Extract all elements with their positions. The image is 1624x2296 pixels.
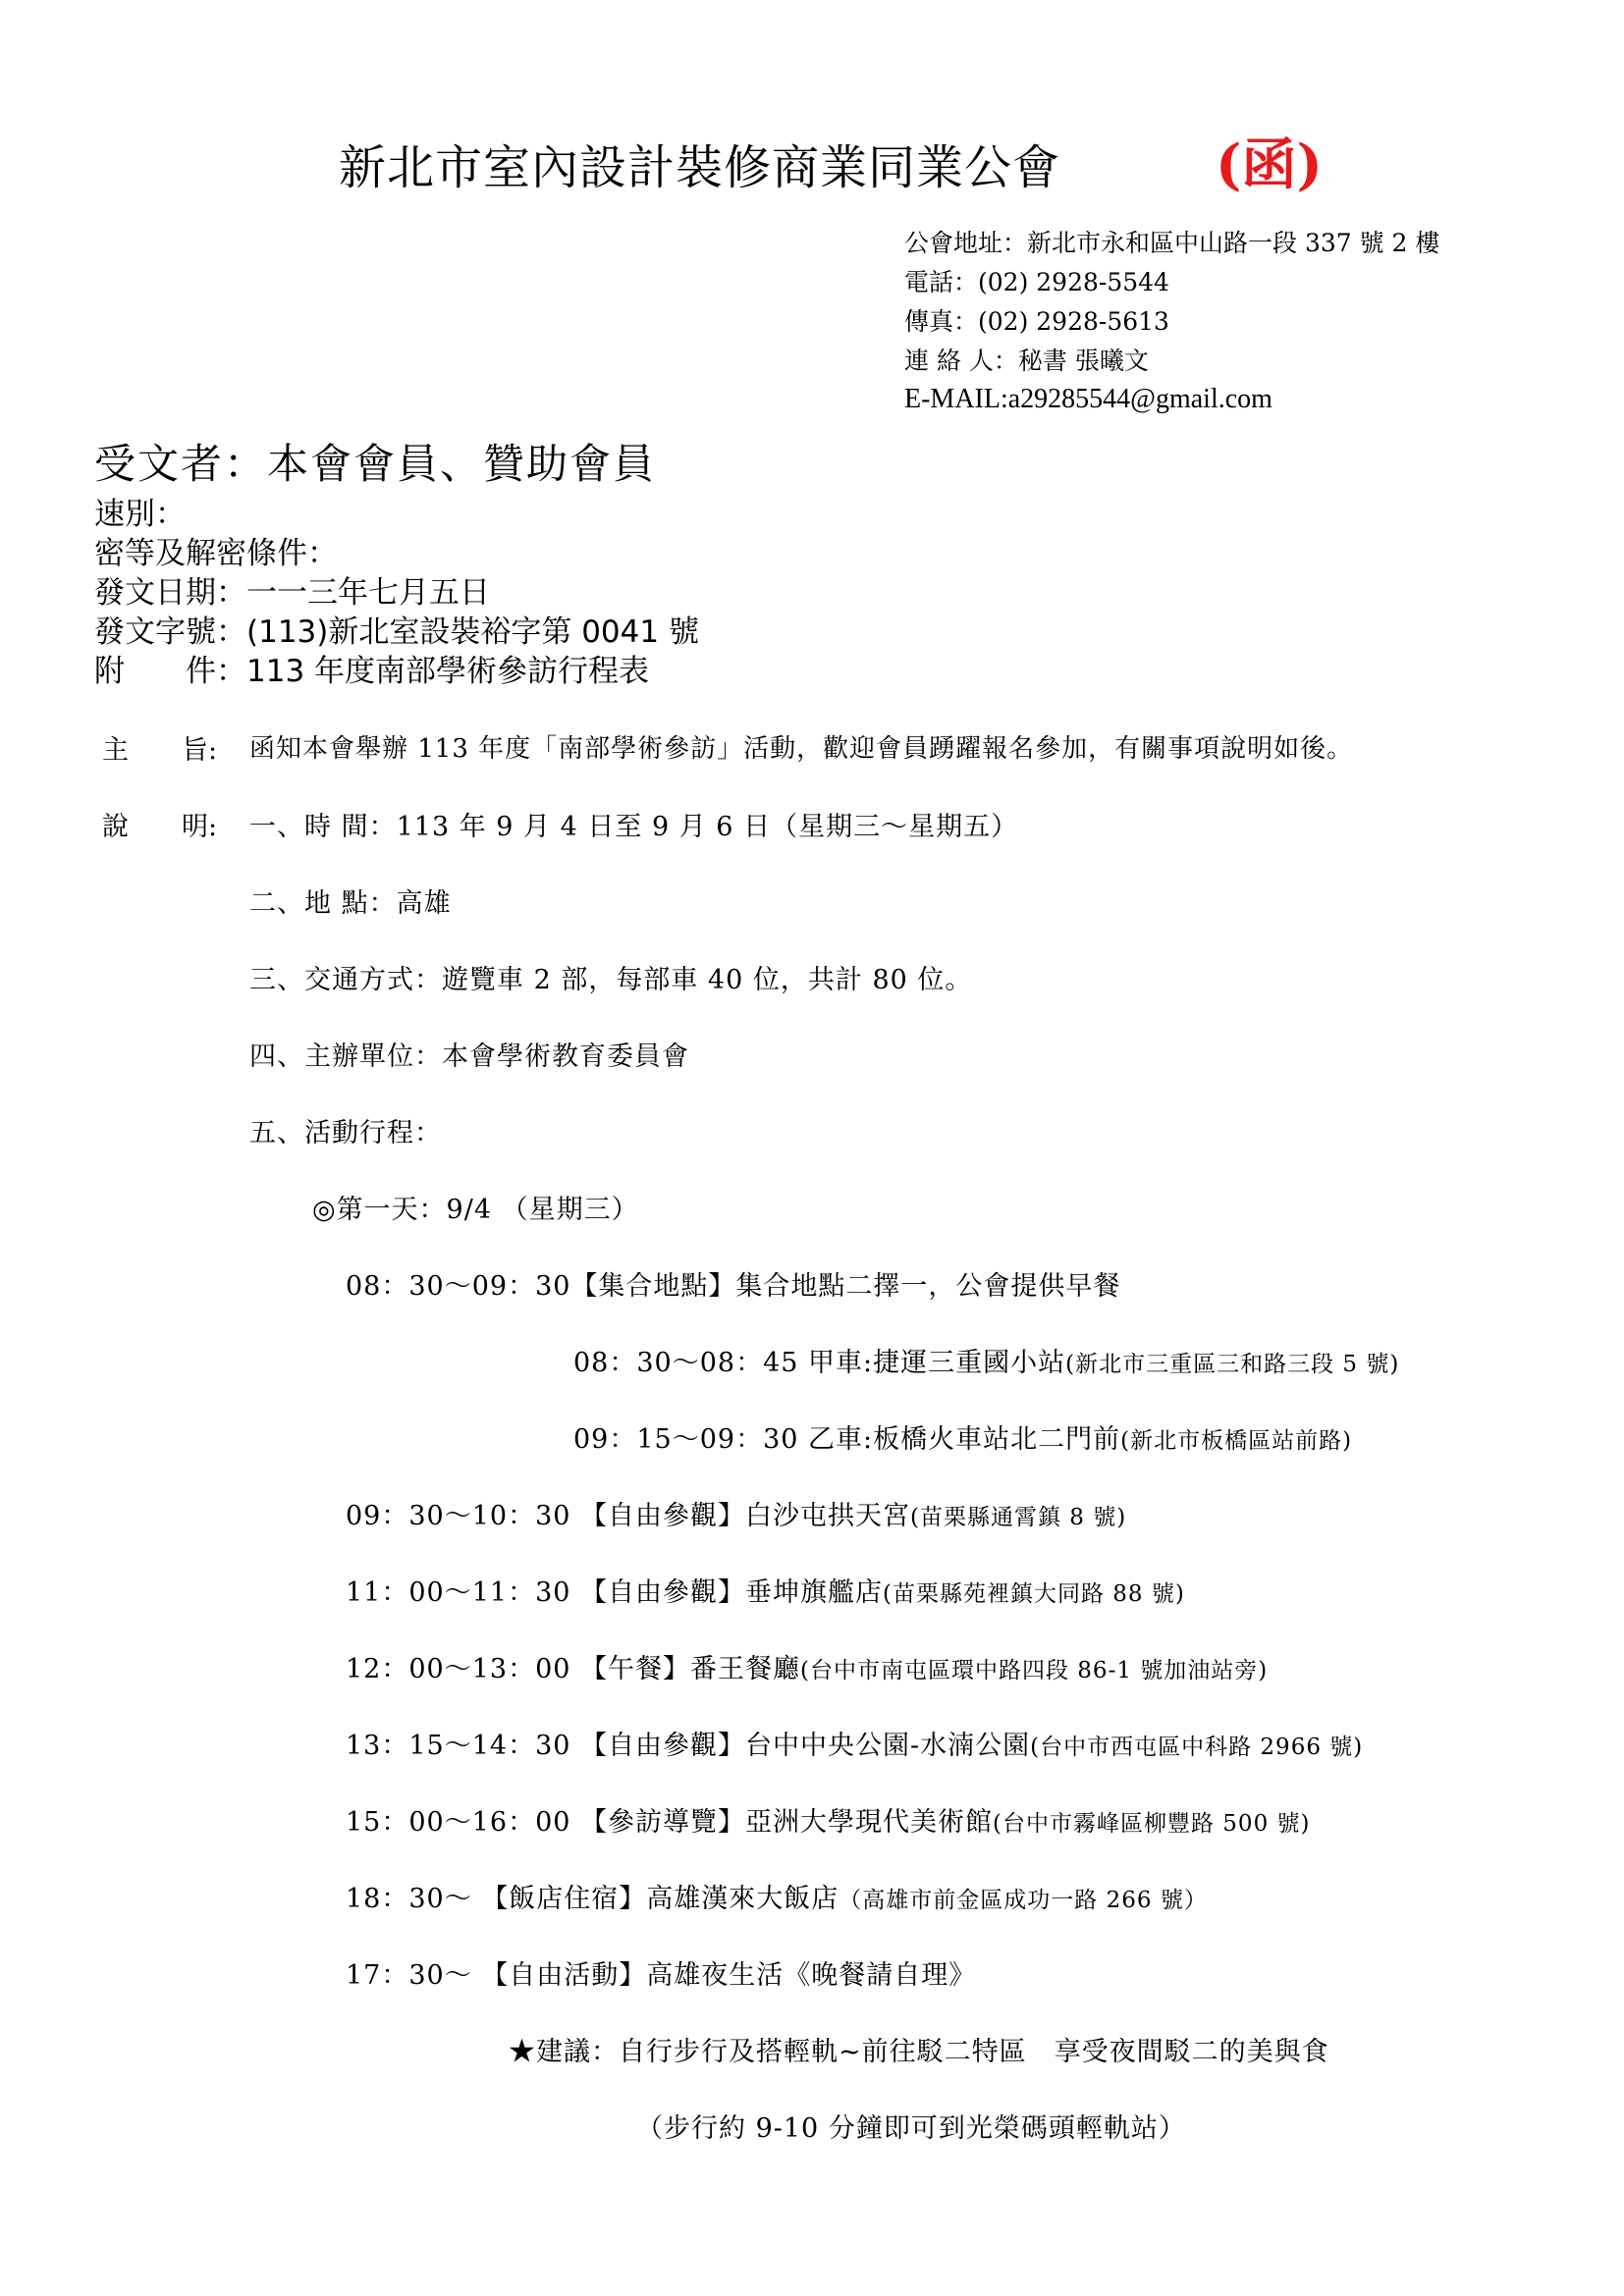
schedule-main: 15：00～16：00 【參訪導覽】亞洲大學現代美術館 bbox=[346, 1807, 994, 1838]
document-title: 新北市室內設計裝修商業同業公會 bbox=[339, 140, 1061, 195]
day1-suggestion: ★建議：自行步行及搭輕軌~前往駁二特區 享受夜間駁二的美與食 bbox=[509, 2037, 1329, 2067]
day1-gather: 08：30～09：30【集合地點】集合地點二擇一，公會提供早餐 bbox=[346, 1271, 1121, 1302]
day1-walk-note: （步行約 9-10 分鐘即可到光榮碼頭輕軌站） bbox=[636, 2113, 1186, 2144]
schedule-item bbox=[346, 1494, 1126, 1532]
schedule-item bbox=[346, 1953, 976, 1992]
bus-b-note: (新北市板橋區站前路) bbox=[1120, 1428, 1353, 1454]
schedule-item bbox=[346, 1800, 1310, 1839]
schedule-item bbox=[346, 1647, 1268, 1685]
meta-date: 發文日期：一一三年七月五日 bbox=[94, 575, 490, 611]
explanation-item-transport: 三、交通方式：遊覽車 2 部，每部車 40 位，共計 80 位。 bbox=[249, 965, 973, 995]
schedule-main: 18：30～ 【飯店住宿】高雄漢來大飯店 bbox=[346, 1884, 839, 1914]
schedule-note: (苗栗縣通霄鎮 8 號) bbox=[910, 1505, 1127, 1530]
schedule-note: (台中市霧峰區柳豐路 500 號) bbox=[993, 1811, 1311, 1837]
day1-bus-a bbox=[573, 1341, 1399, 1379]
schedule-main: 11：00～11：30 【自由參觀】垂坤旗艦店 bbox=[346, 1577, 884, 1608]
meta-speed: 速別： bbox=[94, 497, 186, 532]
day1-heading: ◎第一天：9/4 （星期三） bbox=[312, 1195, 639, 1225]
schedule-item bbox=[346, 1571, 1185, 1609]
explanation-label: 說 明: bbox=[102, 812, 218, 842]
subject-text: 函知本會舉辦 113 年度「南部學術參訪」活動，歡迎會員踴躍報名參加，有關事項說明如後。 bbox=[249, 734, 1354, 764]
contact-phone: 電話：(02) 2928-5544 bbox=[904, 268, 1169, 296]
meta-attachment: 附 件：113 年度南部學術參訪行程表 bbox=[94, 654, 650, 689]
contact-address: 公會地址：新北市永和區中山路一段 337 號 2 樓 bbox=[904, 229, 1440, 257]
schedule-item bbox=[346, 1724, 1363, 1762]
schedule-main: 17：30～ 【自由活動】高雄夜生活《晚餐請自理》 bbox=[346, 1960, 977, 1991]
bus-a-main: 08：30～08：45 甲車:捷運三重國小站 bbox=[573, 1348, 1066, 1378]
explanation-item-time: 一、時 間：113 年 9 月 4 日至 9 月 6 日（星期三～星期五） bbox=[249, 812, 1019, 842]
recipient: 受文者：本會會員、贊助會員 bbox=[94, 440, 657, 488]
day1-bus-b bbox=[573, 1417, 1352, 1456]
schedule-note: (台中市西屯區中科路 2966 號) bbox=[1030, 1735, 1364, 1760]
schedule-note: (台中市南屯區環中路四段 86-1 號加油站旁) bbox=[800, 1658, 1269, 1683]
schedule-item bbox=[346, 1877, 1208, 1915]
explanation-item-itinerary: 五、活動行程： bbox=[249, 1118, 442, 1148]
bus-a-note: (新北市三重區三和路三段 5 號) bbox=[1065, 1352, 1400, 1377]
bus-b-main: 09：15～09：30 乙車:板橋火車站北二門前 bbox=[573, 1424, 1121, 1455]
schedule-main: 09：30～10：30 【自由參觀】白沙屯拱天宮 bbox=[346, 1501, 911, 1531]
schedule-note: （高雄市前金區成功一路 266 號） bbox=[839, 1888, 1208, 1913]
document-type-stamp: (函) bbox=[1216, 133, 1323, 197]
subject-label: 主 旨: bbox=[102, 735, 218, 766]
explanation-item-organizer: 四、主辦單位：本會學術教育委員會 bbox=[249, 1041, 689, 1072]
contact-email: E-MAIL:a29285544@gmail.com bbox=[904, 384, 1272, 414]
meta-number: 發文字號：(113)新北室設裝裕字第 0041 號 bbox=[94, 614, 699, 650]
explanation-item-place: 二、地 點：高雄 bbox=[249, 888, 452, 919]
schedule-main: 13：15～14：30 【自由參觀】台中中央公園-水湳公園 bbox=[346, 1731, 1031, 1761]
schedule-note: (苗栗縣苑裡鎮大同路 88 號) bbox=[883, 1581, 1185, 1607]
schedule-main: 12：00～13：00 【午餐】番王餐廳 bbox=[346, 1654, 801, 1684]
meta-secrecy: 密等及解密條件： bbox=[94, 536, 338, 571]
contact-fax: 傳真：(02) 2928-5613 bbox=[904, 307, 1169, 336]
contact-person: 連 絡 人：秘書 張曦文 bbox=[904, 347, 1149, 375]
